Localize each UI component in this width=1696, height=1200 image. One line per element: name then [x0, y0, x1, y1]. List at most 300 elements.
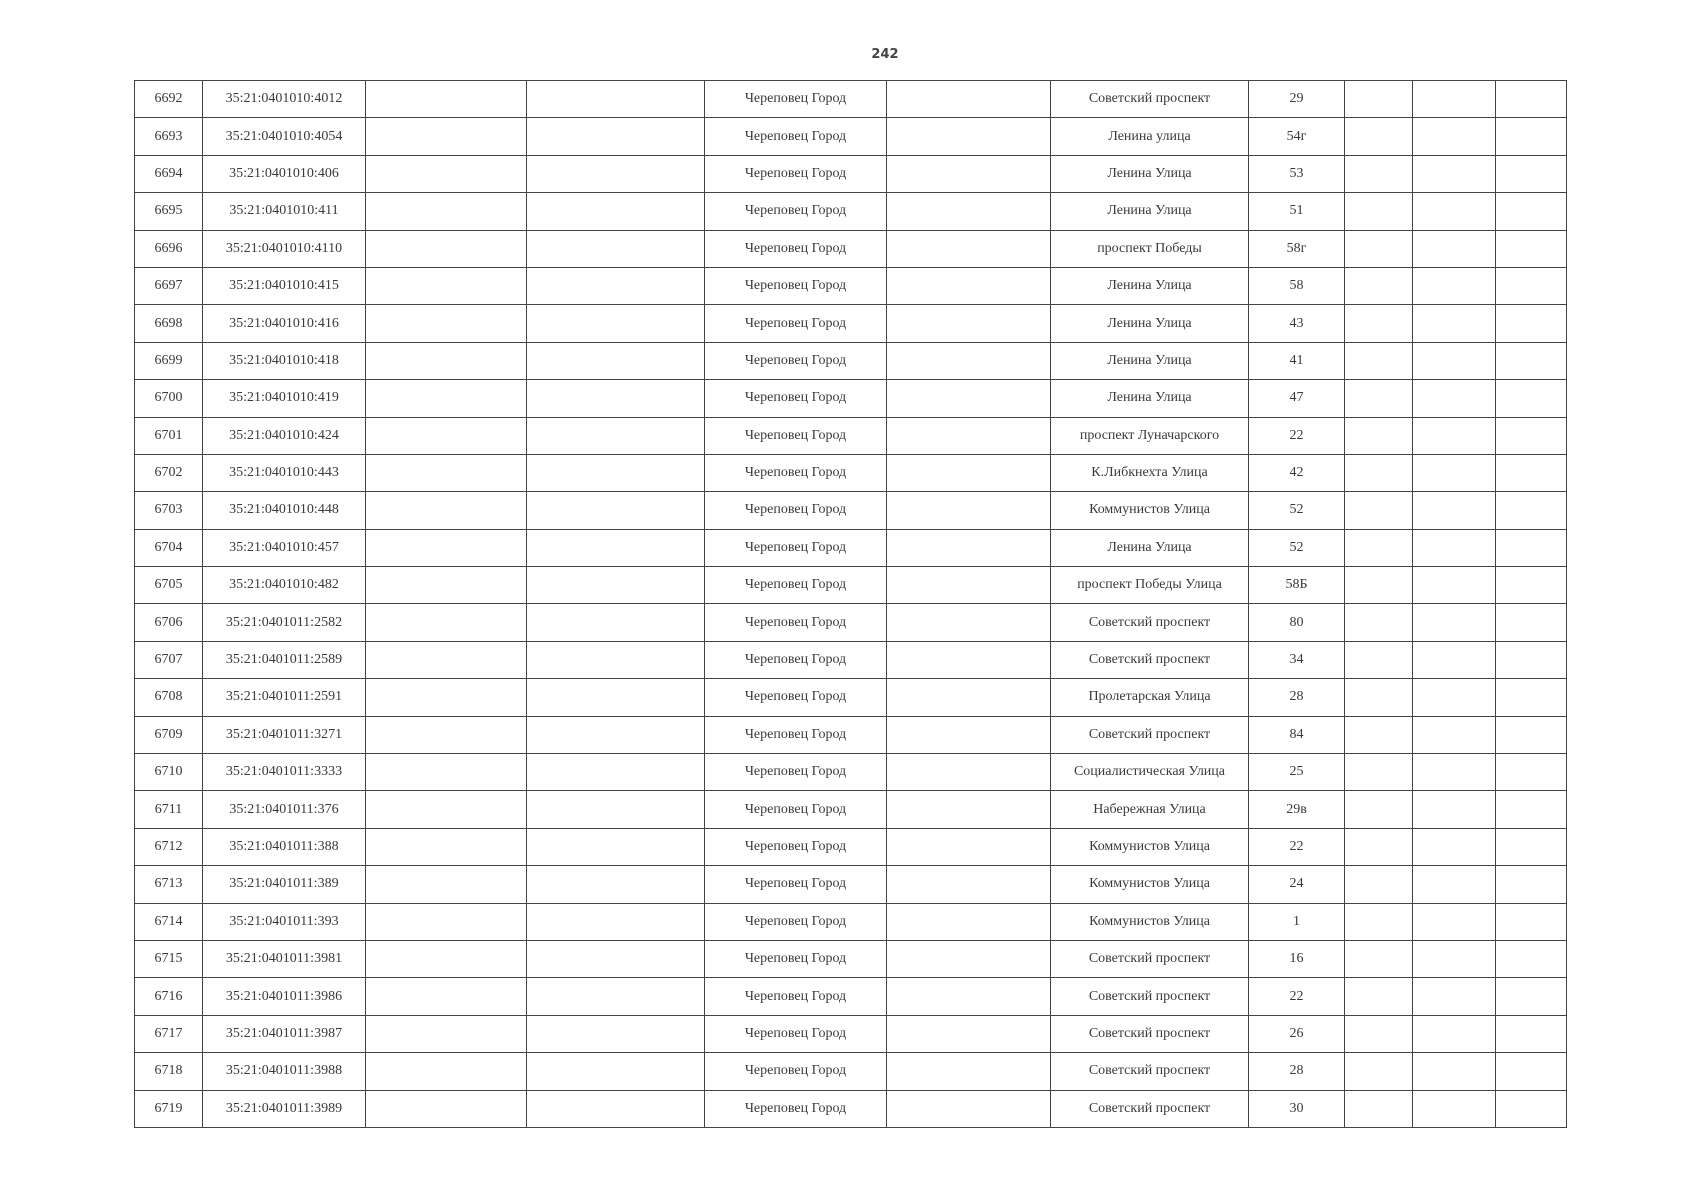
- cadastral-number: 35:21:0401010:411: [203, 193, 366, 230]
- empty-cell: [1496, 1090, 1567, 1127]
- empty-cell: [1413, 454, 1496, 491]
- locality: Череповец Город: [705, 567, 887, 604]
- cadastral-number: 35:21:0401010:406: [203, 155, 366, 192]
- empty-cell: [1345, 492, 1413, 529]
- street: Советский проспект: [1051, 81, 1249, 118]
- empty-cell: [1345, 567, 1413, 604]
- table-row: [135, 193, 1567, 230]
- empty-cell: [1413, 679, 1496, 716]
- empty-cell: [366, 118, 527, 155]
- empty-cell: [527, 1090, 705, 1127]
- locality: Череповец Город: [705, 492, 887, 529]
- house-number: 84: [1249, 716, 1345, 753]
- empty-cell: [1496, 454, 1567, 491]
- row-number: 6696: [135, 230, 203, 267]
- cadastral-number: 35:21:0401011:3986: [203, 978, 366, 1015]
- table-row: [135, 604, 1567, 641]
- empty-cell: [1413, 81, 1496, 118]
- table-row: [135, 679, 1567, 716]
- house-number: 16: [1249, 940, 1345, 977]
- empty-cell: [1413, 417, 1496, 454]
- cadastral-number: 35:21:0401011:3988: [203, 1053, 366, 1090]
- locality: Череповец Город: [705, 155, 887, 192]
- empty-cell: [1496, 903, 1567, 940]
- empty-cell: [1413, 492, 1496, 529]
- locality: Череповец Город: [705, 641, 887, 678]
- locality: Череповец Город: [705, 791, 887, 828]
- table-row: [135, 492, 1567, 529]
- row-number: 6699: [135, 342, 203, 379]
- row-number: 6714: [135, 903, 203, 940]
- empty-cell: [527, 230, 705, 267]
- house-number: 58: [1249, 267, 1345, 304]
- table-row: [135, 1053, 1567, 1090]
- empty-cell: [366, 81, 527, 118]
- empty-cell: [887, 454, 1051, 491]
- locality: Череповец Город: [705, 230, 887, 267]
- cadastral-number: 35:21:0401010:4110: [203, 230, 366, 267]
- empty-cell: [1345, 791, 1413, 828]
- empty-cell: [1413, 754, 1496, 791]
- locality: Череповец Город: [705, 716, 887, 753]
- empty-cell: [527, 1015, 705, 1052]
- street: К.Либкнехта Улица: [1051, 454, 1249, 491]
- table-row: [135, 155, 1567, 192]
- street: Советский проспект: [1051, 978, 1249, 1015]
- house-number: 58г: [1249, 230, 1345, 267]
- table-row: [135, 903, 1567, 940]
- row-number: 6698: [135, 305, 203, 342]
- empty-cell: [527, 81, 705, 118]
- empty-cell: [527, 828, 705, 865]
- table-row: [135, 791, 1567, 828]
- empty-cell: [1496, 305, 1567, 342]
- empty-cell: [527, 380, 705, 417]
- empty-cell: [1345, 342, 1413, 379]
- empty-cell: [527, 417, 705, 454]
- registry-table: [134, 80, 1567, 1128]
- empty-cell: [1345, 866, 1413, 903]
- row-number: 6704: [135, 529, 203, 566]
- empty-cell: [527, 305, 705, 342]
- empty-cell: [1413, 791, 1496, 828]
- empty-cell: [366, 828, 527, 865]
- locality: Череповец Город: [705, 754, 887, 791]
- empty-cell: [1345, 679, 1413, 716]
- row-number: 6711: [135, 791, 203, 828]
- street: Набережная Улица: [1051, 791, 1249, 828]
- street: Ленина улица: [1051, 118, 1249, 155]
- cadastral-number: 35:21:0401011:389: [203, 866, 366, 903]
- table-row: [135, 342, 1567, 379]
- locality: Череповец Город: [705, 342, 887, 379]
- table-row: [135, 380, 1567, 417]
- street: Коммунистов Улица: [1051, 492, 1249, 529]
- house-number: 52: [1249, 529, 1345, 566]
- locality: Череповец Город: [705, 604, 887, 641]
- empty-cell: [527, 1053, 705, 1090]
- table-row: [135, 454, 1567, 491]
- row-number: 6700: [135, 380, 203, 417]
- cadastral-number: 35:21:0401010:457: [203, 529, 366, 566]
- locality: Череповец Город: [705, 193, 887, 230]
- empty-cell: [1345, 604, 1413, 641]
- empty-cell: [887, 604, 1051, 641]
- empty-cell: [527, 118, 705, 155]
- empty-cell: [366, 641, 527, 678]
- empty-cell: [1345, 454, 1413, 491]
- street: Советский проспект: [1051, 716, 1249, 753]
- empty-cell: [1496, 417, 1567, 454]
- empty-cell: [1413, 155, 1496, 192]
- row-number: 6713: [135, 866, 203, 903]
- empty-cell: [1496, 118, 1567, 155]
- table-row: [135, 828, 1567, 865]
- empty-cell: [1413, 1053, 1496, 1090]
- row-number: 6703: [135, 492, 203, 529]
- empty-cell: [366, 454, 527, 491]
- empty-cell: [1413, 1090, 1496, 1127]
- empty-cell: [887, 81, 1051, 118]
- empty-cell: [366, 978, 527, 1015]
- empty-cell: [1496, 155, 1567, 192]
- house-number: 1: [1249, 903, 1345, 940]
- empty-cell: [887, 193, 1051, 230]
- house-number: 53: [1249, 155, 1345, 192]
- empty-cell: [1496, 267, 1567, 304]
- empty-cell: [1496, 193, 1567, 230]
- empty-cell: [366, 903, 527, 940]
- locality: Череповец Город: [705, 1090, 887, 1127]
- empty-cell: [887, 380, 1051, 417]
- empty-cell: [1496, 567, 1567, 604]
- locality: Череповец Город: [705, 679, 887, 716]
- cadastral-number: 35:21:0401011:388: [203, 828, 366, 865]
- empty-cell: [1496, 791, 1567, 828]
- cadastral-number: 35:21:0401010:424: [203, 417, 366, 454]
- street: Советский проспект: [1051, 604, 1249, 641]
- house-number: 30: [1249, 1090, 1345, 1127]
- table-row: [135, 978, 1567, 1015]
- street: Ленина Улица: [1051, 155, 1249, 192]
- house-number: 28: [1249, 679, 1345, 716]
- cadastral-number: 35:21:0401011:376: [203, 791, 366, 828]
- house-number: 26: [1249, 1015, 1345, 1052]
- row-number: 6712: [135, 828, 203, 865]
- empty-cell: [887, 828, 1051, 865]
- row-number: 6697: [135, 267, 203, 304]
- empty-cell: [527, 679, 705, 716]
- street: Ленина Улица: [1051, 193, 1249, 230]
- street: Пролетарская Улица: [1051, 679, 1249, 716]
- locality: Череповец Город: [705, 866, 887, 903]
- empty-cell: [887, 866, 1051, 903]
- empty-cell: [1345, 193, 1413, 230]
- street: проспект Победы: [1051, 230, 1249, 267]
- empty-cell: [1413, 380, 1496, 417]
- house-number: 29: [1249, 81, 1345, 118]
- empty-cell: [527, 641, 705, 678]
- street: Советский проспект: [1051, 641, 1249, 678]
- empty-cell: [887, 155, 1051, 192]
- table-row: [135, 118, 1567, 155]
- empty-cell: [1496, 978, 1567, 1015]
- street: Ленина Улица: [1051, 267, 1249, 304]
- locality: Череповец Город: [705, 828, 887, 865]
- empty-cell: [887, 1053, 1051, 1090]
- empty-cell: [1413, 193, 1496, 230]
- row-number: 6693: [135, 118, 203, 155]
- empty-cell: [1413, 305, 1496, 342]
- empty-cell: [1413, 267, 1496, 304]
- empty-cell: [1496, 342, 1567, 379]
- empty-cell: [366, 679, 527, 716]
- house-number: 47: [1249, 380, 1345, 417]
- empty-cell: [887, 940, 1051, 977]
- empty-cell: [1413, 529, 1496, 566]
- house-number: 22: [1249, 417, 1345, 454]
- house-number: 25: [1249, 754, 1345, 791]
- empty-cell: [366, 791, 527, 828]
- empty-cell: [366, 604, 527, 641]
- house-number: 24: [1249, 866, 1345, 903]
- street: Коммунистов Улица: [1051, 866, 1249, 903]
- empty-cell: [1413, 641, 1496, 678]
- empty-cell: [887, 529, 1051, 566]
- empty-cell: [366, 342, 527, 379]
- row-number: 6701: [135, 417, 203, 454]
- table-row: [135, 754, 1567, 791]
- empty-cell: [1413, 230, 1496, 267]
- empty-cell: [1345, 155, 1413, 192]
- empty-cell: [1413, 567, 1496, 604]
- street: Коммунистов Улица: [1051, 903, 1249, 940]
- table-row: [135, 1090, 1567, 1127]
- empty-cell: [366, 193, 527, 230]
- locality: Череповец Город: [705, 118, 887, 155]
- street: Ленина Улица: [1051, 529, 1249, 566]
- empty-cell: [527, 155, 705, 192]
- empty-cell: [887, 567, 1051, 604]
- empty-cell: [887, 903, 1051, 940]
- empty-cell: [1345, 716, 1413, 753]
- cadastral-number: 35:21:0401011:3271: [203, 716, 366, 753]
- cadastral-number: 35:21:0401010:416: [203, 305, 366, 342]
- empty-cell: [1496, 641, 1567, 678]
- table-row: [135, 641, 1567, 678]
- row-number: 6692: [135, 81, 203, 118]
- empty-cell: [887, 791, 1051, 828]
- empty-cell: [887, 1015, 1051, 1052]
- cadastral-number: 35:21:0401011:2582: [203, 604, 366, 641]
- empty-cell: [366, 230, 527, 267]
- house-number: 43: [1249, 305, 1345, 342]
- house-number: 80: [1249, 604, 1345, 641]
- empty-cell: [887, 679, 1051, 716]
- empty-cell: [887, 267, 1051, 304]
- street: Коммунистов Улица: [1051, 828, 1249, 865]
- empty-cell: [527, 791, 705, 828]
- cadastral-number: 35:21:0401011:3989: [203, 1090, 366, 1127]
- cadastral-number: 35:21:0401010:418: [203, 342, 366, 379]
- house-number: 42: [1249, 454, 1345, 491]
- empty-cell: [527, 567, 705, 604]
- street: Ленина Улица: [1051, 380, 1249, 417]
- empty-cell: [1345, 940, 1413, 977]
- empty-cell: [527, 978, 705, 1015]
- street: проспект Победы Улица: [1051, 567, 1249, 604]
- empty-cell: [887, 754, 1051, 791]
- empty-cell: [887, 1090, 1051, 1127]
- empty-cell: [527, 716, 705, 753]
- street: проспект Луначарского: [1051, 417, 1249, 454]
- locality: Череповец Город: [705, 81, 887, 118]
- empty-cell: [366, 267, 527, 304]
- empty-cell: [366, 417, 527, 454]
- empty-cell: [1345, 305, 1413, 342]
- empty-cell: [1496, 604, 1567, 641]
- empty-cell: [887, 230, 1051, 267]
- empty-cell: [527, 940, 705, 977]
- locality: Череповец Город: [705, 1015, 887, 1052]
- empty-cell: [1413, 866, 1496, 903]
- table-row: [135, 716, 1567, 753]
- empty-cell: [887, 118, 1051, 155]
- empty-cell: [887, 492, 1051, 529]
- row-number: 6706: [135, 604, 203, 641]
- empty-cell: [527, 193, 705, 230]
- empty-cell: [1496, 1053, 1567, 1090]
- empty-cell: [1345, 118, 1413, 155]
- empty-cell: [1496, 679, 1567, 716]
- house-number: 51: [1249, 193, 1345, 230]
- empty-cell: [366, 529, 527, 566]
- row-number: 6694: [135, 155, 203, 192]
- empty-cell: [1345, 529, 1413, 566]
- row-number: 6715: [135, 940, 203, 977]
- empty-cell: [1496, 492, 1567, 529]
- street: Советский проспект: [1051, 1015, 1249, 1052]
- empty-cell: [1413, 716, 1496, 753]
- house-number: 58Б: [1249, 567, 1345, 604]
- empty-cell: [887, 978, 1051, 1015]
- cadastral-number: 35:21:0401011:393: [203, 903, 366, 940]
- cadastral-number: 35:21:0401010:448: [203, 492, 366, 529]
- empty-cell: [1413, 1015, 1496, 1052]
- empty-cell: [1496, 940, 1567, 977]
- table-row: [135, 81, 1567, 118]
- empty-cell: [1345, 267, 1413, 304]
- locality: Череповец Город: [705, 903, 887, 940]
- house-number: 34: [1249, 641, 1345, 678]
- table-row: [135, 417, 1567, 454]
- locality: Череповец Город: [705, 380, 887, 417]
- table-row: [135, 940, 1567, 977]
- empty-cell: [366, 1053, 527, 1090]
- empty-cell: [887, 417, 1051, 454]
- empty-cell: [1345, 903, 1413, 940]
- empty-cell: [1496, 529, 1567, 566]
- row-number: 6695: [135, 193, 203, 230]
- empty-cell: [1345, 81, 1413, 118]
- street: Ленина Улица: [1051, 305, 1249, 342]
- table-row: [135, 529, 1567, 566]
- locality: Череповец Город: [705, 417, 887, 454]
- empty-cell: [1496, 380, 1567, 417]
- table-row: [135, 1015, 1567, 1052]
- empty-cell: [366, 1090, 527, 1127]
- table-row: [135, 567, 1567, 604]
- house-number: 22: [1249, 828, 1345, 865]
- table-row: [135, 230, 1567, 267]
- table-row: [135, 267, 1567, 304]
- empty-cell: [366, 567, 527, 604]
- empty-cell: [1413, 342, 1496, 379]
- empty-cell: [527, 866, 705, 903]
- empty-cell: [527, 529, 705, 566]
- row-number: 6702: [135, 454, 203, 491]
- cadastral-number: 35:21:0401010:482: [203, 567, 366, 604]
- street: Советский проспект: [1051, 1053, 1249, 1090]
- empty-cell: [527, 342, 705, 379]
- page-number: 242: [871, 47, 899, 62]
- locality: Череповец Город: [705, 940, 887, 977]
- empty-cell: [887, 342, 1051, 379]
- empty-cell: [366, 492, 527, 529]
- empty-cell: [1413, 978, 1496, 1015]
- house-number: 41: [1249, 342, 1345, 379]
- empty-cell: [527, 267, 705, 304]
- empty-cell: [1345, 754, 1413, 791]
- cadastral-number: 35:21:0401011:2591: [203, 679, 366, 716]
- house-number: 54г: [1249, 118, 1345, 155]
- row-number: 6719: [135, 1090, 203, 1127]
- cadastral-number: 35:21:0401011:3987: [203, 1015, 366, 1052]
- empty-cell: [1496, 81, 1567, 118]
- empty-cell: [366, 754, 527, 791]
- row-number: 6717: [135, 1015, 203, 1052]
- empty-cell: [887, 716, 1051, 753]
- empty-cell: [1496, 1015, 1567, 1052]
- empty-cell: [1345, 641, 1413, 678]
- empty-cell: [1345, 978, 1413, 1015]
- cadastral-number: 35:21:0401010:415: [203, 267, 366, 304]
- empty-cell: [1413, 940, 1496, 977]
- empty-cell: [366, 716, 527, 753]
- row-number: 6708: [135, 679, 203, 716]
- empty-cell: [1496, 866, 1567, 903]
- empty-cell: [1345, 828, 1413, 865]
- house-number: 29в: [1249, 791, 1345, 828]
- house-number: 52: [1249, 492, 1345, 529]
- empty-cell: [366, 380, 527, 417]
- empty-cell: [1496, 754, 1567, 791]
- empty-cell: [1496, 716, 1567, 753]
- cadastral-number: 35:21:0401010:419: [203, 380, 366, 417]
- locality: Череповец Город: [705, 1053, 887, 1090]
- empty-cell: [527, 604, 705, 641]
- empty-cell: [1496, 828, 1567, 865]
- locality: Череповец Город: [705, 305, 887, 342]
- empty-cell: [1345, 1090, 1413, 1127]
- empty-cell: [1496, 230, 1567, 267]
- empty-cell: [887, 641, 1051, 678]
- empty-cell: [1345, 230, 1413, 267]
- locality: Череповец Город: [705, 978, 887, 1015]
- empty-cell: [887, 305, 1051, 342]
- row-number: 6718: [135, 1053, 203, 1090]
- empty-cell: [366, 305, 527, 342]
